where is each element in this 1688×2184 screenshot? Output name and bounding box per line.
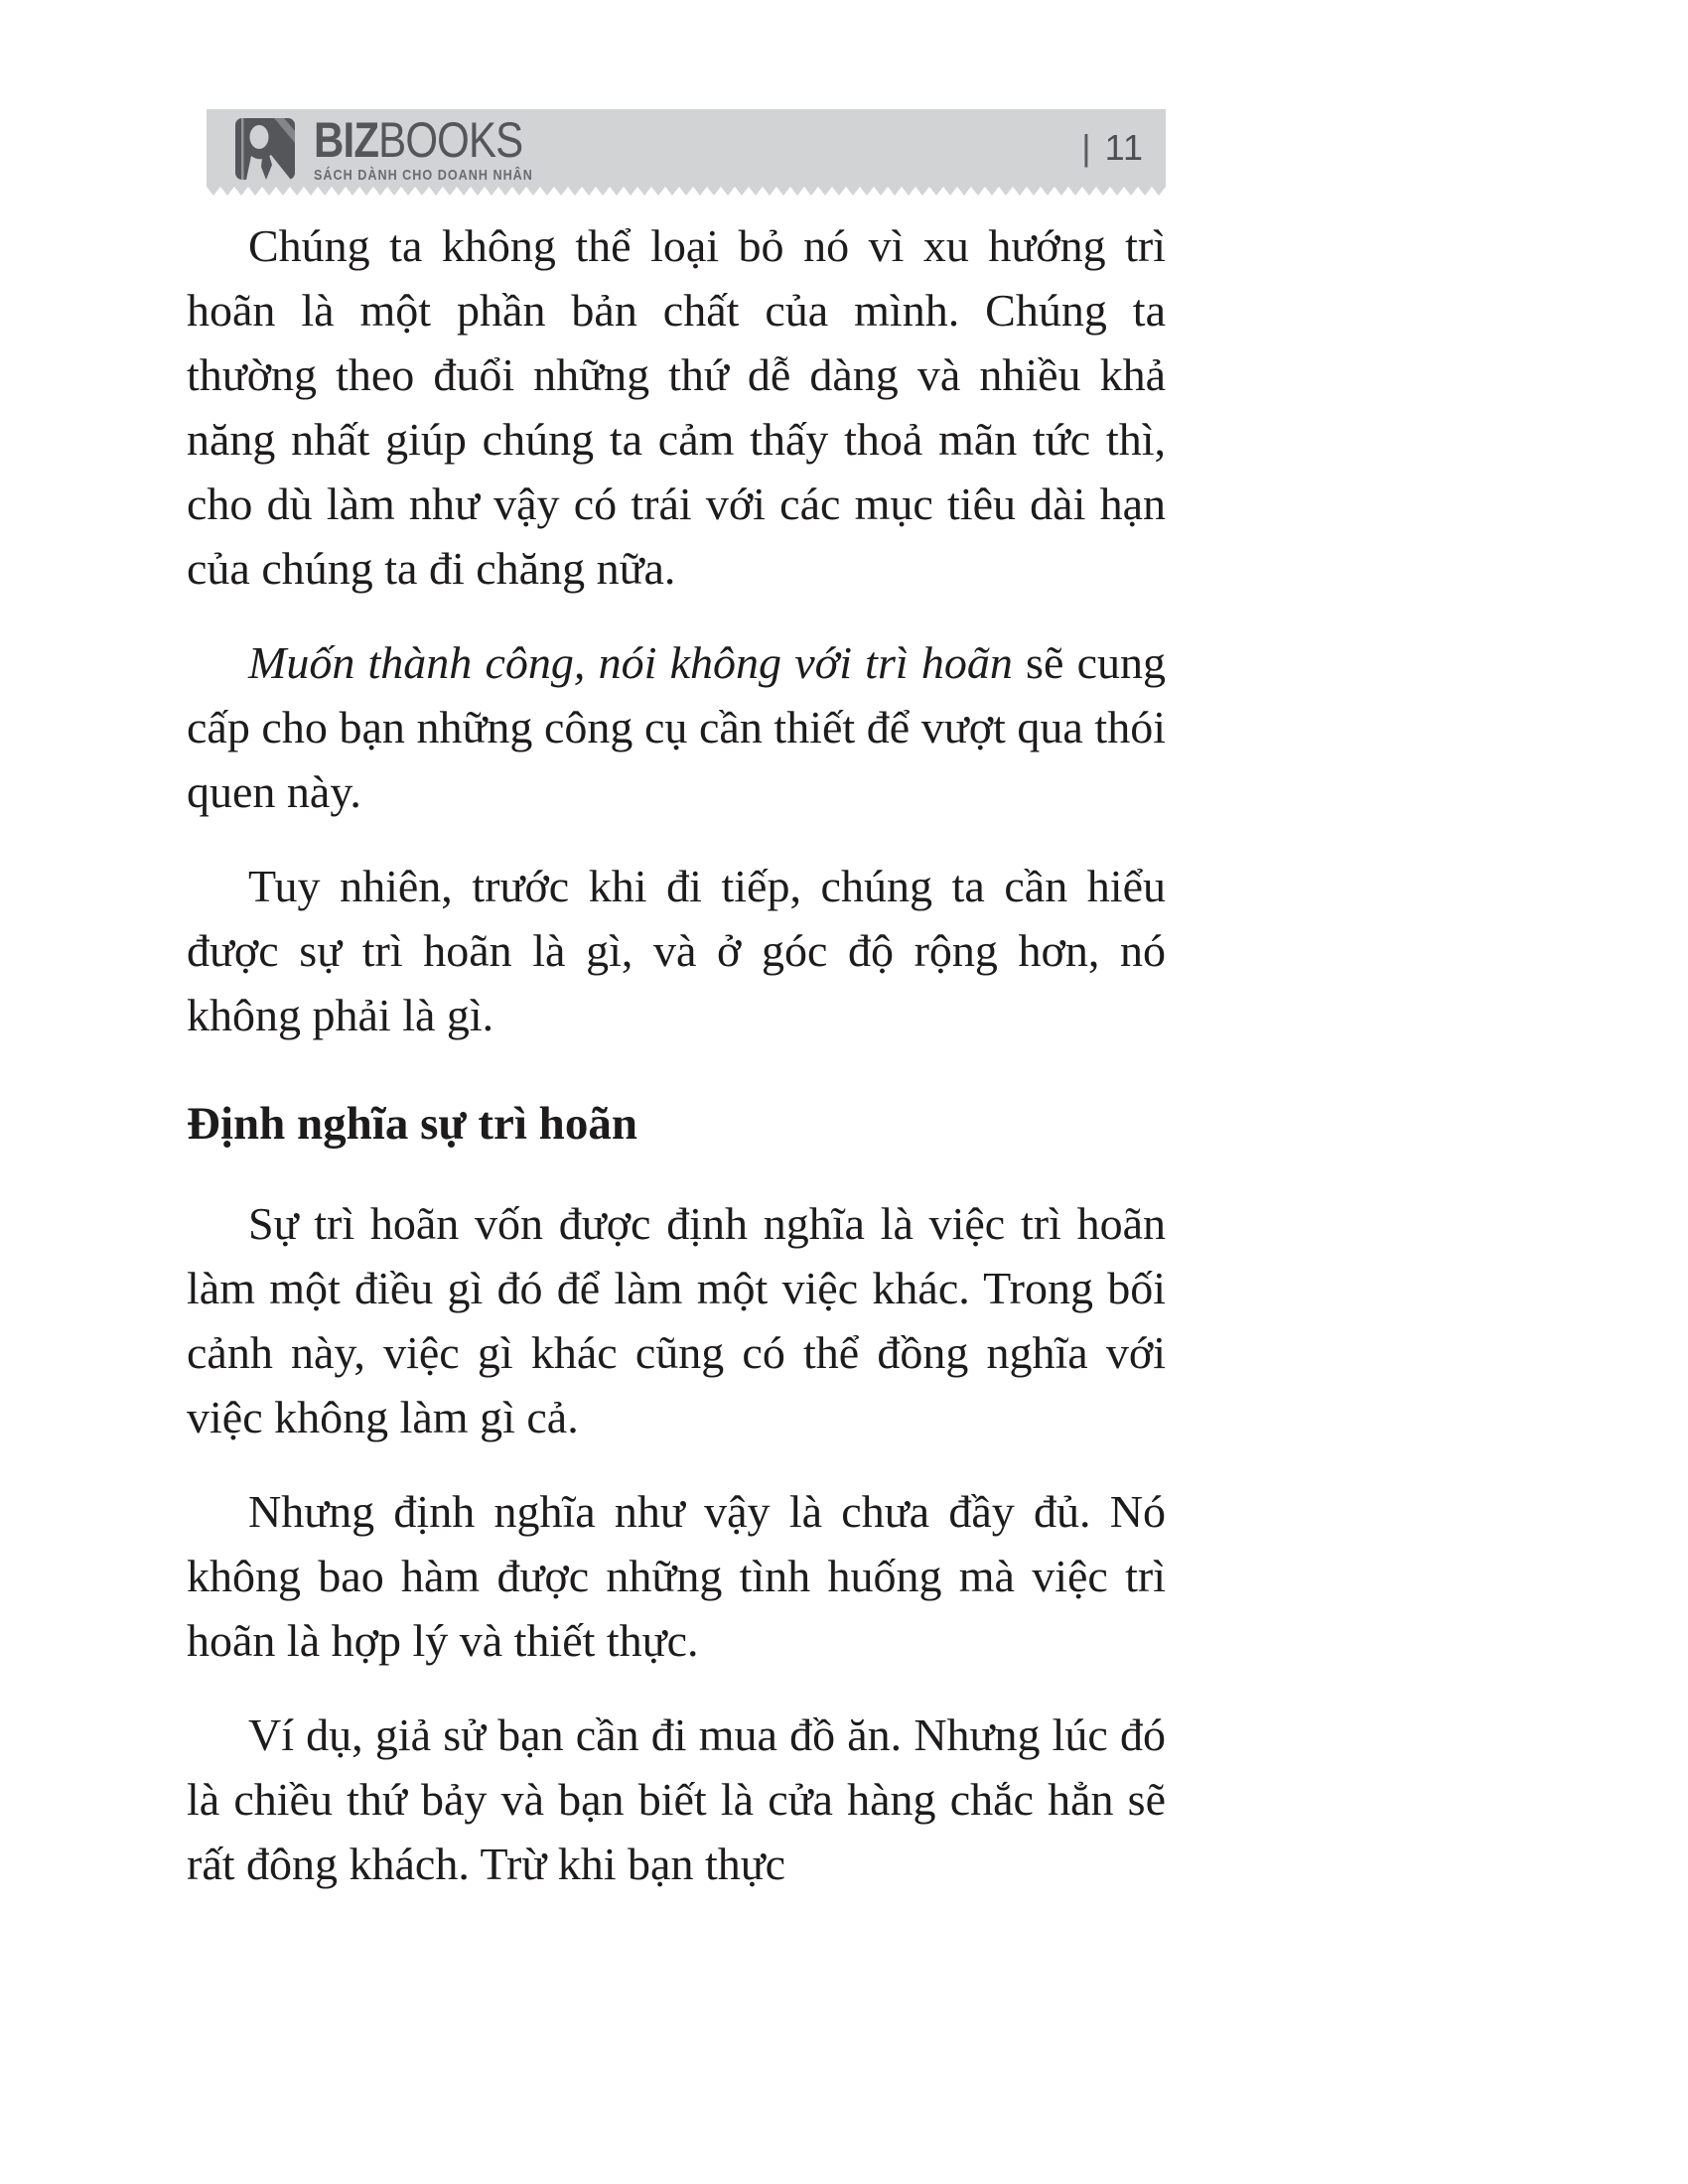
header-bar bbox=[207, 109, 1166, 187]
paragraph-4: Sự trì hoãn vốn được định nghĩa là việc trì hoãn làm một điều gì đó để làm một việc khác. Trong bối cảnh này, việc gì khác cũng có thể đồng nghĩa với việc không làm gì cả. bbox=[187, 1198, 1166, 1442]
brand-text bbox=[314, 112, 533, 184]
brand-name-biz: BIZ bbox=[314, 112, 379, 168]
page-number bbox=[1081, 109, 1144, 187]
section-heading: Định nghĩa sự trì hoãn bbox=[187, 1098, 637, 1150]
paragraph-1: Chúng ta không thể loại bỏ nó vì xu hướng trì hoãn là một phần bản chất của mình. Chúng ta thường theo đuổi những thứ dễ dàng và nhiều khả năng nhất giúp chúng ta cảm thấy thoả mãn tức thì, cho dù làm như vậy có trái với các mục tiêu dài hạn của chúng ta đi chăng nữa. bbox=[187, 220, 1166, 594]
brand-name bbox=[314, 112, 533, 168]
paragraph-6: Ví dụ, giả sử bạn cần đi mua đồ ăn. Nhưng lúc đó là chiều thứ bảy và bạn biết là cửa hàng chắc hẳn sẽ rất đông khách. Trừ khi bạn thực bbox=[187, 1709, 1166, 1889]
bizbooks-book-person-icon bbox=[234, 116, 298, 182]
book-title-italic: Muốn thành công, nói không với trì hoãn bbox=[248, 637, 1013, 688]
body-text bbox=[187, 213, 1166, 1926]
page-number-separator: | bbox=[1081, 127, 1091, 168]
brand-name-books: BOOKS bbox=[378, 112, 523, 168]
header-zigzag-edge bbox=[207, 187, 1166, 196]
paragraph-2-rest: sẽ cung cấp cho bạn những công cụ cần thiết để vượt qua thói quen này. bbox=[187, 637, 1166, 817]
paragraph-3: Tuy nhiên, trước khi đi tiếp, chúng ta cần hiểu được sự trì hoãn là gì, và ở góc độ rộng hơn, nó không phải là gì. bbox=[187, 861, 1166, 1040]
bizbooks-logo bbox=[234, 112, 575, 184]
brand-tagline: SÁCH DÀNH CHO DOANH NHÂN bbox=[314, 167, 533, 184]
paragraph-2 bbox=[187, 630, 1166, 824]
paragraph-5: Nhưng định nghĩa như vậy là chưa đầy đủ. Nó không bao hàm được những tình huống mà việc trì hoãn là hợp lý và thiết thực. bbox=[187, 1486, 1166, 1666]
page-number-value: 11 bbox=[1104, 127, 1144, 168]
